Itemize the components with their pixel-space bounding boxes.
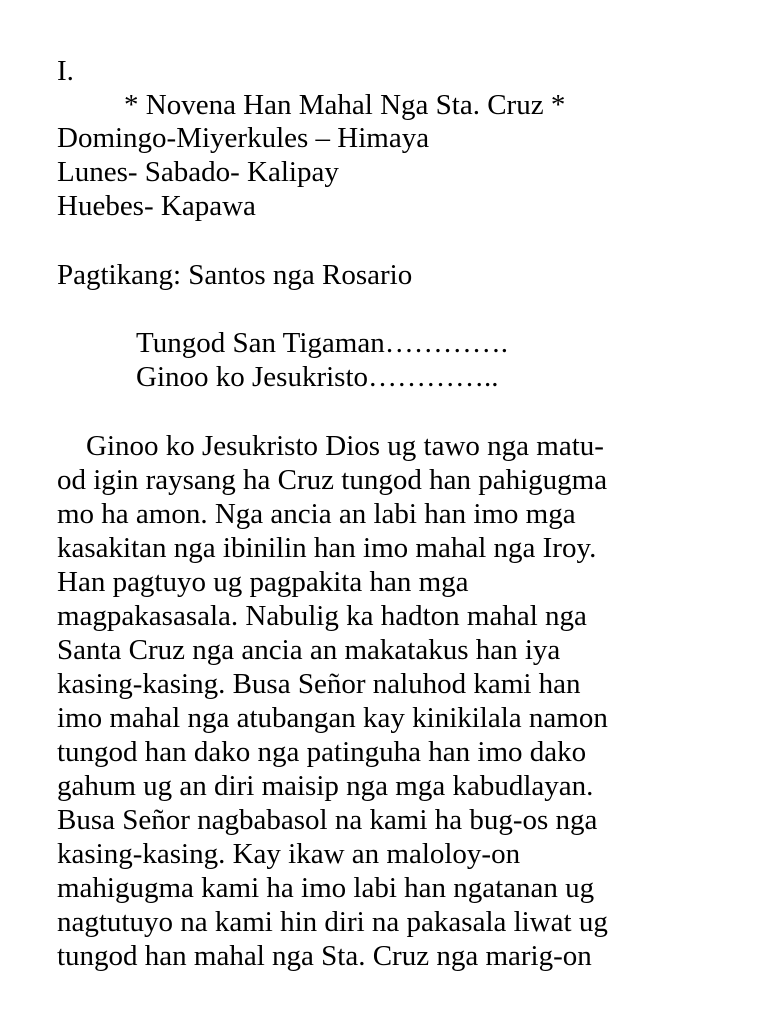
- intro-line: Ginoo ko Jesukristo…………..: [136, 361, 499, 393]
- paragraph-line: gahum ug an diri maisip nga mga kabudlayan.: [57, 770, 594, 802]
- paragraph-line: kasing-kasing. Busa Señor naluhod kami han: [57, 668, 581, 700]
- page-title: * Novena Han Mahal Nga Sta. Cruz *: [124, 89, 566, 121]
- schedule-line: Domingo-Miyerkules – Himaya: [57, 122, 430, 154]
- paragraph-line: tungod han mahal nga Sta. Cruz nga marig-on: [57, 940, 592, 972]
- schedule-line: Huebes- Kapawa: [57, 190, 256, 222]
- paragraph-line: Santa Cruz nga ancia an makatakus han iya: [57, 634, 561, 666]
- schedule-line: Lunes- Sabado- Kalipay: [57, 156, 339, 188]
- paragraph-line: magpakasasala. Nabulig ka hadton mahal nga: [57, 600, 587, 632]
- paragraph-line: kasing-kasing. Kay ikaw an maloloy-on: [57, 838, 521, 870]
- paragraph-line: imo mahal nga atubangan kay kinikilala namon: [57, 702, 608, 734]
- paragraph-line: mo ha amon. Nga ancia an labi han imo mga: [57, 498, 576, 530]
- intro-line: Tungod San Tigaman………….: [136, 327, 508, 359]
- paragraph-line: mahigugma kami ha imo labi han ngatanan ug: [57, 872, 595, 904]
- paragraph-line: Busa Señor nagbabasol na kami ha bug-os nga: [57, 804, 598, 836]
- paragraph-line: kasakitan nga ibinilin han imo mahal nga Iroy.: [57, 532, 597, 564]
- paragraph-line: nagtutuyo na kami hin diri na pakasala liwat ug: [57, 906, 608, 938]
- paragraph-line: tungod han dako nga patinguha han imo dako: [57, 736, 587, 768]
- paragraph-line: od igin raysang ha Cruz tungod han pahigugma: [57, 464, 608, 496]
- paragraph-line: Han pagtuyo ug pagpakita han mga: [57, 566, 469, 598]
- paragraph-line: Ginoo ko Jesukristo Dios ug tawo nga matu-: [57, 430, 604, 462]
- section-number: I.: [57, 55, 74, 87]
- opening-line: Pagtikang: Santos nga Rosario: [57, 259, 413, 291]
